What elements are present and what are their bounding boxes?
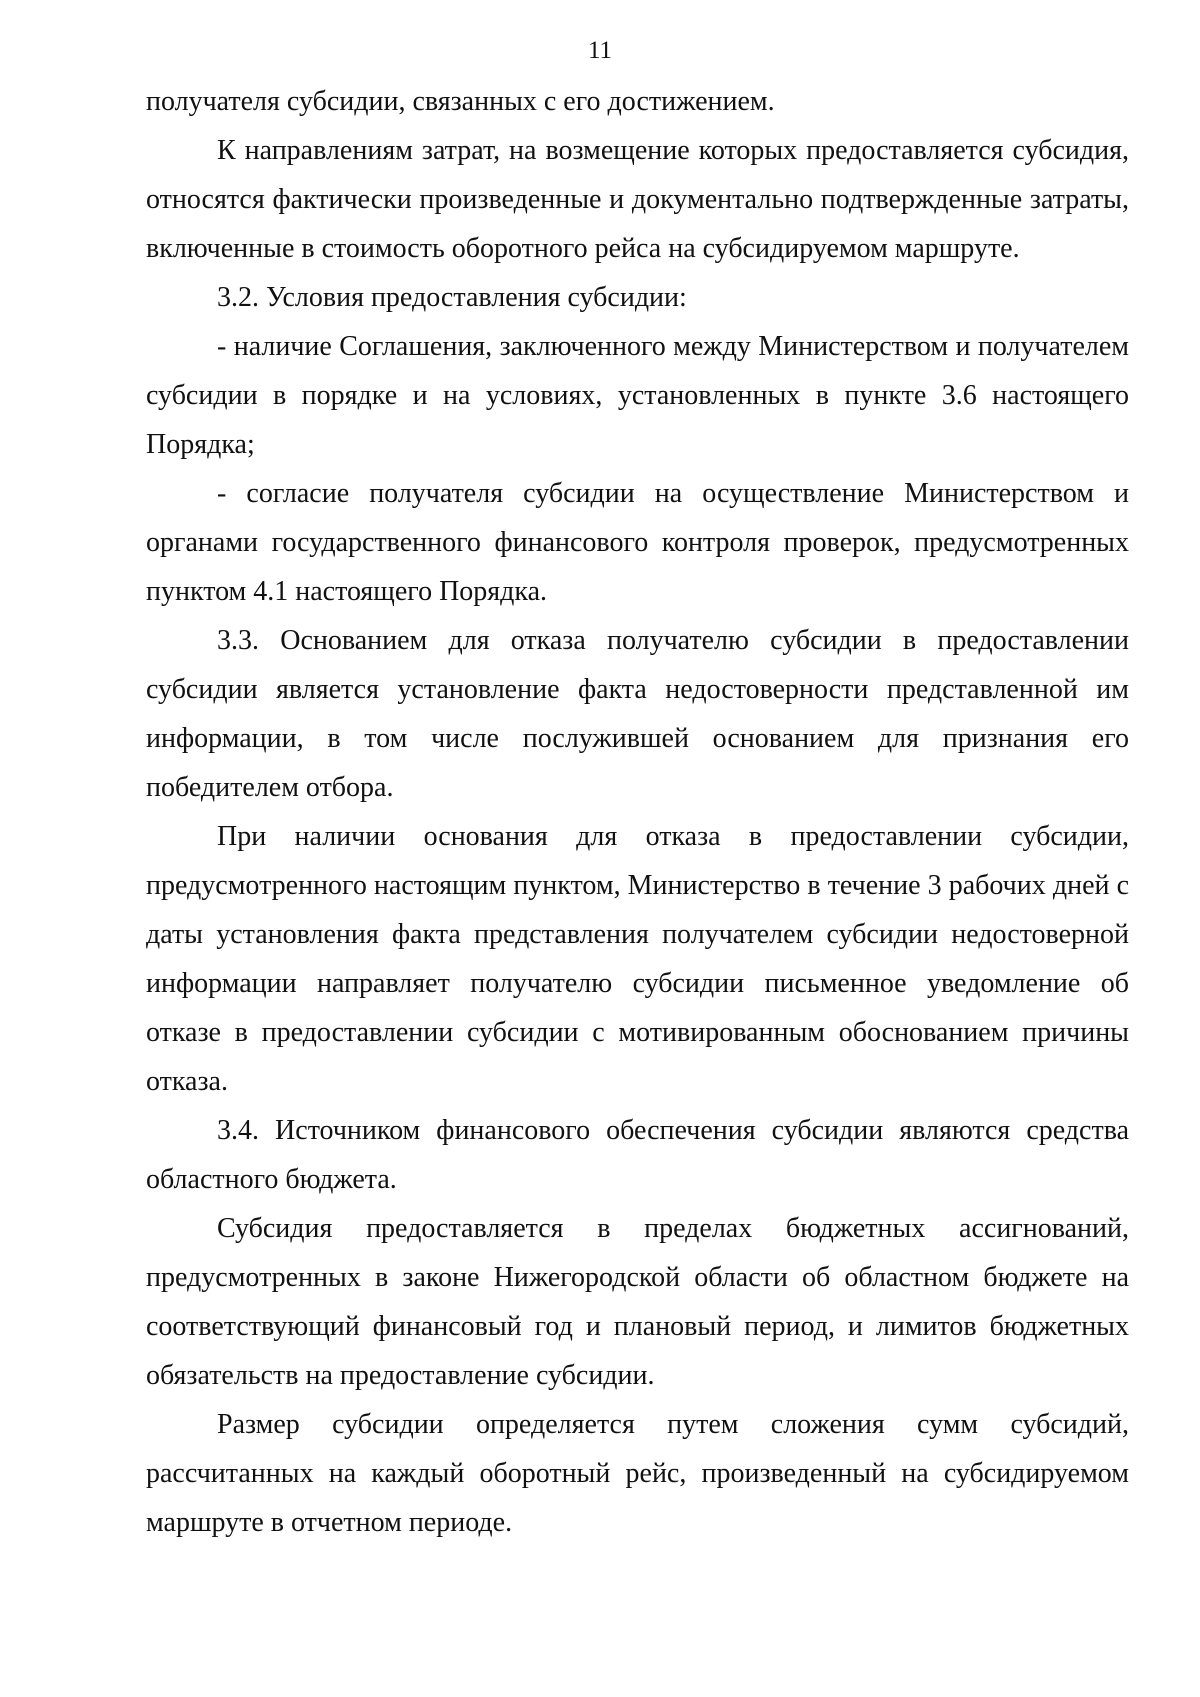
paragraph-refusal-notice: При наличии основания для отказа в предоставлении субсидии, предусмотренного настоящим пунктом, Министерство в течение 3 рабочих дней с даты установления факта представления получателем субсидии недостоверной информации направляет получателю субсидии письменное уведомление об отказе в предоставлении субсидии с мотивированным обоснованием причины отказа.: [146, 821, 1129, 1097]
paragraph-cost-directions: К направлениям затрат, на возмещение которых предоставляется субсидия, относятся фактически произведенные и документально подтвержденные затраты, включенные в стоимость оборотного рейса на субсидируемом маршруте.: [146, 135, 1129, 264]
section-3-3-paragraph: 3.3. Основанием для отказа получателю субсидии в предоставлении субсидии является установление факта недостоверности представленной им информации, в том числе послужившей основанием для признания его победителем отбора.: [146, 625, 1129, 803]
paragraph-budget-limits: Субсидия предоставляется в пределах бюджетных ассигнований, предусмотренных в законе Нижегородской области об областном бюджете на соответствующий финансовый год и плановый период, и лимитов бюджетных обязательств на предоставление субсидии.: [146, 1213, 1129, 1391]
page-number: 11: [587, 37, 613, 64]
condition-consent-item: - согласие получателя субсидии на осуществление Министерством и органами государственного финансового контроля проверок, предусмотренных пунктом 4.1 настоящего Порядка.: [146, 478, 1129, 607]
document-body: [146, 77, 1129, 1547]
section-3-4-paragraph: 3.4. Источником финансового обеспечения субсидии являются средства областного бюджета.: [146, 1115, 1129, 1195]
paragraph-continuation: получателя субсидии, связанных с его достижением.: [146, 86, 775, 117]
section-3-2-heading: 3.2. Условия предоставления субсидии:: [217, 282, 687, 313]
paragraph-subsidy-amount: Размер субсидии определяется путем сложения сумм субсидий, рассчитанных на каждый оборотный рейс, произведенный на субсидируемом маршруте в отчетном периоде.: [146, 1409, 1129, 1538]
condition-agreement-item: - наличие Соглашения, заключенного между Министерством и получателем субсидии в порядке и на условиях, установленных в пункте 3.6 настоящего Порядка;: [146, 331, 1129, 460]
